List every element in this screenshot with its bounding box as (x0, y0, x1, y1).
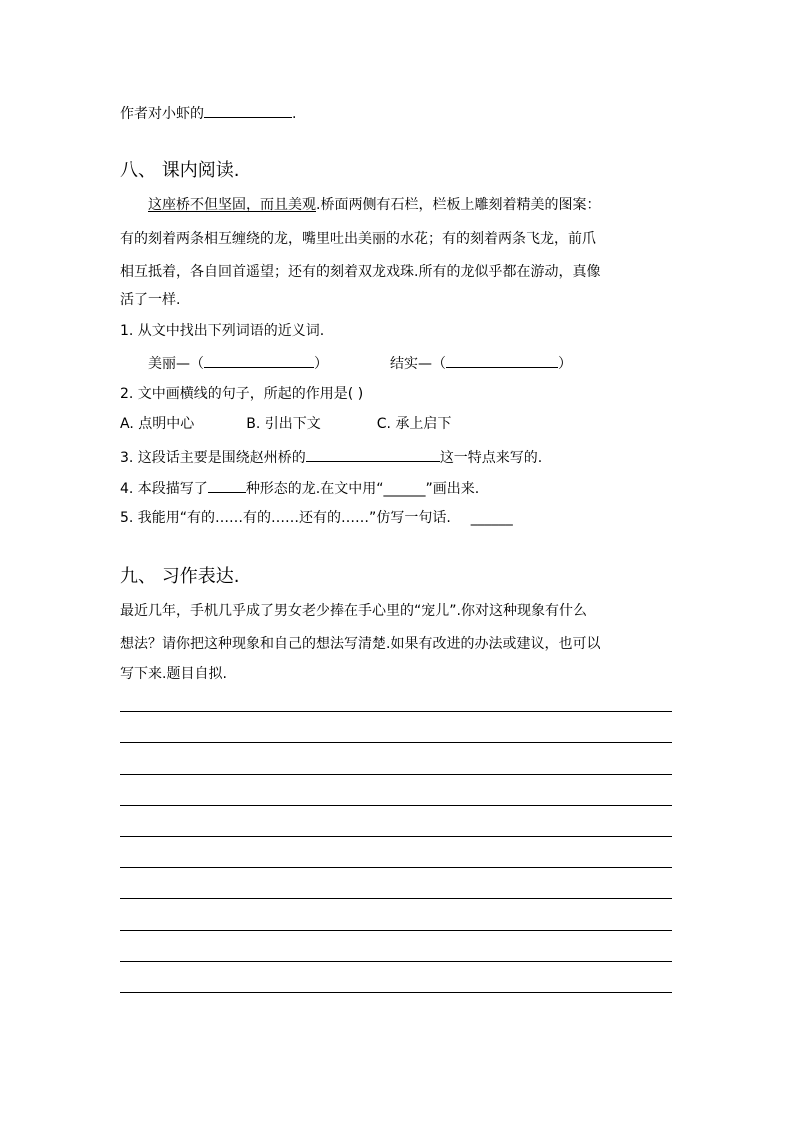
q1-a-suffix: ） (314, 356, 328, 372)
q7-blank[interactable] (204, 103, 292, 118)
writing-line-4[interactable] (120, 805, 672, 806)
writing-line-1[interactable] (120, 711, 672, 712)
q1-b-prefix: 结实—（ (390, 356, 446, 372)
question-5 (120, 509, 513, 527)
writing-line-5[interactable] (120, 836, 672, 837)
question-4 (120, 478, 479, 498)
q4-suffix: ”画出来. (425, 481, 480, 497)
question-2: 2. 文中画横线的句子，所起的作用是( ) (120, 386, 364, 402)
question-1: 1. 从文中找出下列词语的近义词. (120, 323, 325, 339)
question-1-answers (148, 353, 572, 373)
q2-option-a[interactable]: A. 点明中心 (120, 416, 195, 432)
q4-mark: ______ (383, 481, 426, 497)
q3-suffix: 这一特点来写的. (439, 450, 543, 466)
passage-line-4: 活了一样. (120, 292, 181, 308)
writing-line-2[interactable] (120, 742, 672, 743)
q3-blank[interactable] (306, 447, 440, 462)
writing-line-3[interactable] (120, 774, 672, 775)
writing-line-9[interactable] (120, 961, 672, 962)
prompt-line-2: 想法？请你把这种现象和自己的想法写清楚.如果有改进的办法或建议，也可以 (120, 636, 601, 652)
q1-a-prefix: 美丽—（ (148, 356, 204, 372)
q2-option-c[interactable]: C. 承上启下 (376, 416, 452, 432)
q1-b-blank[interactable] (446, 353, 558, 368)
q4-middle: 种形态的龙.在文中用“ (245, 481, 384, 497)
writing-line-10[interactable] (120, 992, 672, 993)
q4-blank[interactable] (208, 478, 246, 493)
section8-heading: 八、 课内阅读. (120, 160, 240, 181)
prompt-line-1: 最近几年，手机几乎成了男女老少捧在手心里的“宠儿”.你对这种现象有什么 (120, 603, 587, 619)
underlined-sentence: 这座桥不但坚固，而且美观 (148, 197, 316, 213)
q2-option-b[interactable]: B. 引出下文 (246, 416, 321, 432)
writing-line-6[interactable] (120, 867, 672, 868)
q5-text: 5. 我能用“有的……有的……还有的……”仿写一句话. (120, 510, 451, 526)
prompt-line-3: 写下来.题目自拟. (120, 666, 227, 682)
q1-a-blank[interactable] (204, 353, 314, 368)
passage-line-1-rest: .桥面两侧有石栏，栏板上雕刻着精美的图案： (316, 197, 601, 213)
q1-b-suffix: ） (558, 356, 572, 372)
writing-line-8[interactable] (120, 930, 672, 931)
writing-line-7[interactable] (120, 898, 672, 899)
passage-line-1 (148, 196, 600, 214)
q5-blank[interactable]: ______ (470, 510, 513, 526)
question-3 (120, 447, 542, 467)
q7-suffix: . (292, 106, 297, 122)
passage-line-3: 相互抵着，各自回首遥望；还有的刻着双龙戏珠.所有的龙似乎都在游动，真像 (120, 264, 601, 280)
q7-answer-line (120, 103, 296, 123)
q4-prefix: 4. 本段描写了 (120, 481, 208, 497)
section9-heading: 九、 习作表达. (120, 566, 240, 587)
passage-line-2: 有的刻着两条相互缠绕的龙，嘴里吐出美丽的水花；有的刻着两条飞龙，前爪 (120, 231, 596, 247)
question-2-options (120, 415, 451, 433)
q3-prefix: 3. 这段话主要是围绕赵州桥的 (120, 450, 306, 466)
q7-prefix: 作者对小虾的 (120, 106, 204, 122)
